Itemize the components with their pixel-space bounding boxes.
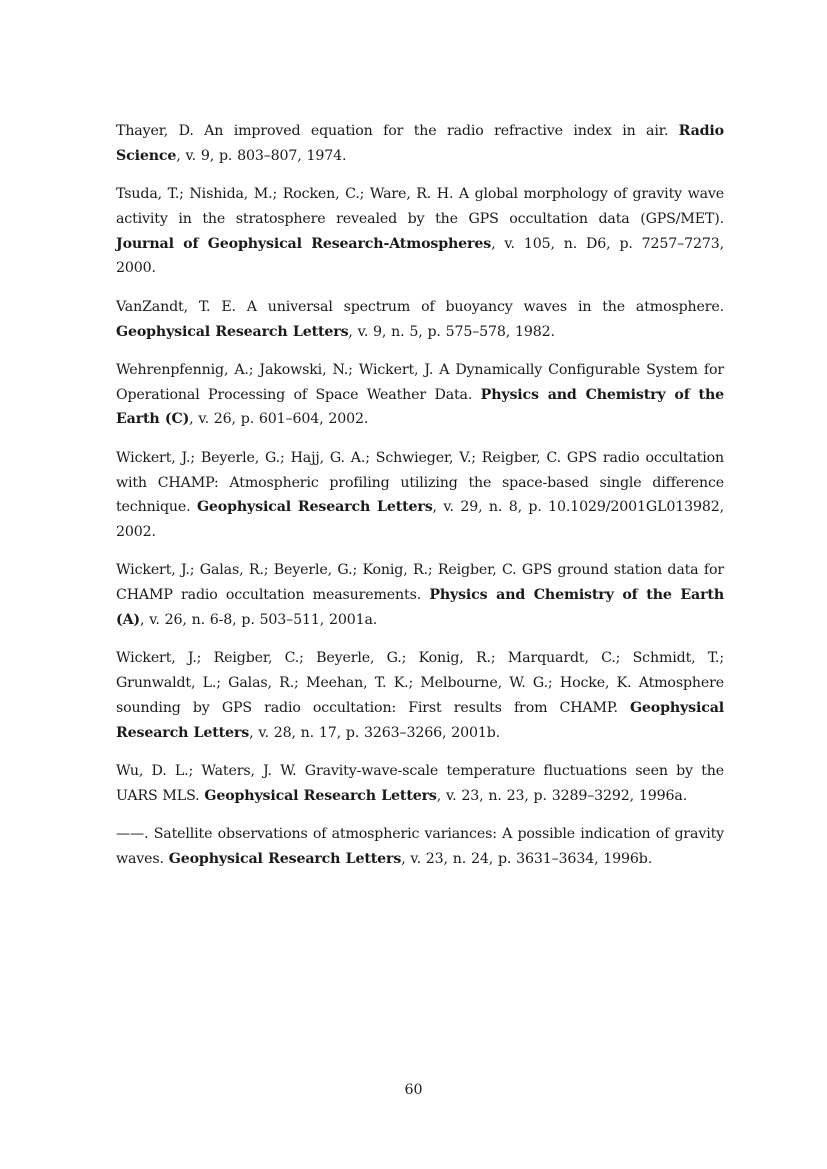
reference-details: , v. 23, n. 24, p. 3631–3634, 1996b. — [401, 850, 653, 867]
reference-details: , v. 29, n. 8, p. 10.1029/2001GL013982, 2002. — [116, 499, 724, 541]
reference-authors-title: Wickert, J.; Galas, R.; Beyerle, G.; Konig, R.; Reigber, C. GPS ground station data for CHAMP radio occultation measurements. — [116, 562, 724, 604]
reference-list — [116, 119, 724, 885]
reference-entry-wickert-2001b — [116, 646, 724, 745]
reference-details: , v. 105, n. D6, p. 7257–7273, 2000. — [116, 235, 724, 277]
reference-details: , v. 9, n. 5, p. 575–578, 1982. — [348, 323, 555, 340]
reference-entry-wickert-2001a — [116, 558, 724, 632]
reference-authors-title: Tsuda, T.; Nishida, M.; Rocken, C.; Ware, R. H. A global morphology of gravity wave activity in the stratosphere revealed by the GPS occultation data (GPS/MET). — [116, 186, 724, 227]
reference-entry-vanzandt-1982 — [116, 295, 724, 345]
reference-source: Geophysical Research Letters — [196, 499, 433, 516]
reference-authors-title: ——. Satellite observations of atmospheric variances: A possible indication of gravity waves. — [116, 826, 724, 867]
reference-authors-title: VanZandt, T. E. A universal spectrum of buoyancy waves in the atmosphere. — [116, 298, 724, 315]
reference-source: Physics and Chemistry of the Earth (C) — [116, 386, 724, 428]
reference-source: Radio Science — [116, 123, 724, 164]
reference-source: Physics and Chemistry of the Earth (A) — [116, 587, 724, 629]
reference-source: Geophysical Research Letters — [168, 850, 402, 867]
reference-entry-tsuda-2000 — [116, 182, 724, 281]
reference-details: , v. 23, n. 23, p. 3289–3292, 1996a. — [436, 787, 688, 804]
reference-authors-title: Wehrenpfennig, A.; Jakowski, N.; Wickert, J. A Dynamically Configurable System for Operational Processing of Space Weather Data. — [116, 361, 724, 403]
reference-details: , v. 26, n. 6-8, p. 503–511, 2001a. — [139, 612, 378, 629]
reference-entry-thayer-1974 — [116, 119, 724, 169]
reference-details: , v. 9, p. 803–807, 1974. — [176, 147, 347, 164]
reference-details: , v. 28, n. 17, p. 3263–3266, 2001b. — [249, 724, 500, 741]
reference-entry-wehrenpfennig-2002 — [116, 358, 724, 432]
reference-authors-title: Wickert, J.; Reigber, C.; Beyerle, G.; Konig, R.; Marquardt, C.; Schmidt, T.; Grunwaldt, L.; Galas, R.; Meehan, T. K.; Melbourne, W. G.; Hocke, K. Atmosphere sounding by GPS radio occultation: First results from CHAMP. — [116, 650, 724, 716]
reference-entry-wu-1996a — [116, 759, 724, 809]
reference-source: Geophysical Research Letters — [116, 699, 724, 741]
page-number: 60 — [404, 1082, 423, 1098]
reference-source: Geophysical Research Letters — [116, 323, 349, 340]
reference-authors-title: Wickert, J.; Beyerle, G.; Hajj, G. A.; Schwieger, V.; Reigber, C. GPS radio occultation with CHAMP: Atmospheric profiling utilizing the space-based single difference technique. — [116, 449, 724, 516]
reference-entry-wu-1996b — [116, 822, 724, 872]
reference-details: , v. 26, p. 601–604, 2002. — [189, 411, 369, 428]
reference-entry-wickert-2002 — [116, 446, 724, 545]
reference-source: Geophysical Research Letters — [204, 787, 437, 804]
reference-authors-title: Thayer, D. An improved equation for the radio refractive index in air. — [116, 123, 679, 139]
reference-source: Journal of Geophysical Research-Atmospheres — [116, 235, 492, 252]
reference-authors-title: Wu, D. L.; Waters, J. W. Gravity-wave-scale temperature fluctuations seen by the UARS MLS. — [116, 763, 724, 804]
